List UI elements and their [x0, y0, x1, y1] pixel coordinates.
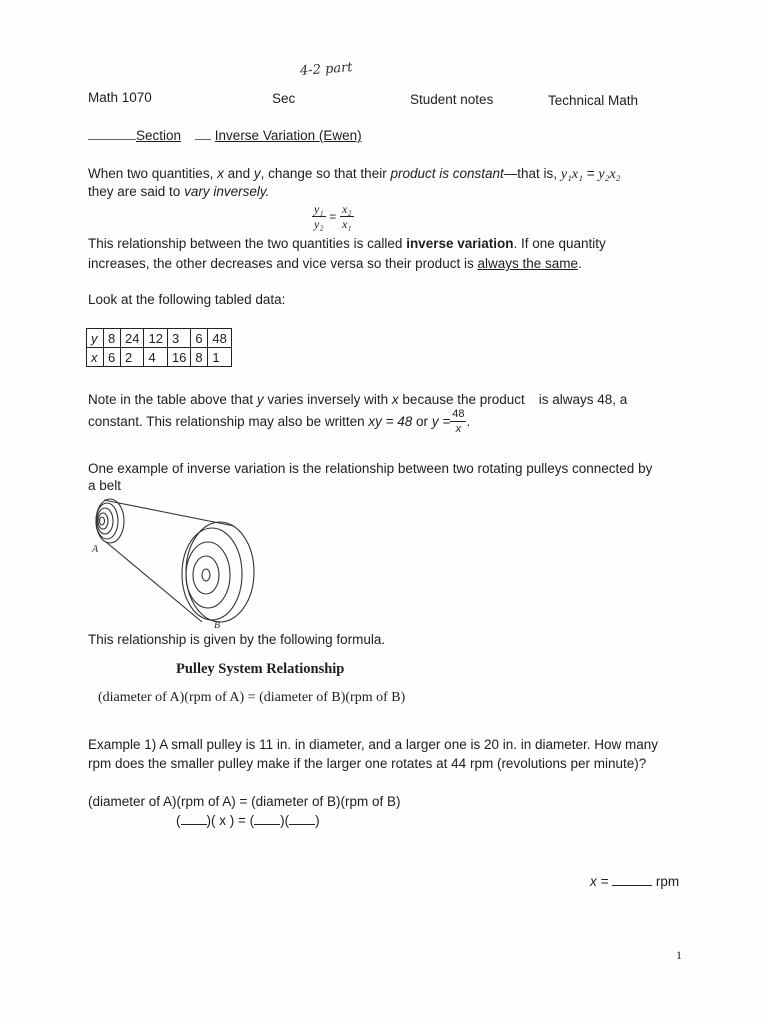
- blank-diameter-b[interactable]: [254, 812, 280, 825]
- equation-equals: =: [582, 166, 599, 181]
- relationship-text: increases, the other decreases and vice versa so their product is: [88, 256, 478, 271]
- formula-title: Pulley System Relationship: [176, 661, 345, 677]
- note-period: .: [466, 414, 471, 429]
- section-line: [88, 127, 362, 143]
- table-cell: 8: [104, 329, 121, 348]
- answer-line: [590, 873, 679, 889]
- ratio-right: [340, 202, 354, 231]
- ratio-numerator: x₂: [342, 202, 352, 216]
- equation-y: y =: [431, 414, 451, 429]
- table-cell: 8: [191, 348, 208, 367]
- answer-prefix: x =: [590, 874, 609, 889]
- table-row: [87, 348, 232, 367]
- intro-line-2: [88, 184, 269, 199]
- ratio-numerator: y₁: [314, 202, 324, 216]
- product-phrase: product is constant: [390, 166, 504, 181]
- note-text: because the product: [398, 392, 525, 407]
- table-cell: 16: [167, 348, 190, 367]
- note-or: or: [412, 414, 432, 429]
- relationship-text: This relationship between the two quantities is called: [88, 236, 407, 251]
- example-line-1: Example 1) A small pulley is 11 in. in diameter, and a larger one is 20 in. in diameter. How many: [88, 737, 659, 752]
- work-equation: [176, 812, 320, 828]
- notes-label: Student notes: [410, 92, 494, 107]
- values-table: [86, 328, 232, 367]
- answer-blank[interactable]: [612, 873, 652, 886]
- note-line-1: [88, 392, 627, 407]
- intro-text: —that is,: [503, 166, 561, 181]
- note-text: is always 48, a: [538, 392, 628, 407]
- table-cell: 6: [104, 348, 121, 367]
- table-cell: 24: [121, 329, 144, 348]
- fraction-numerator: 48: [452, 408, 465, 420]
- ratio-denominator: x₁: [342, 217, 352, 231]
- blank-rpm-b[interactable]: [289, 812, 315, 825]
- pulley-a: [96, 499, 124, 543]
- ratio-equation: [312, 202, 354, 231]
- formula-intro: This relationship is given by the following formula.: [88, 632, 386, 647]
- section-label: Section: [136, 128, 182, 143]
- note-text: varies inversely with: [263, 392, 392, 407]
- intro-text: and: [223, 166, 254, 181]
- ratio-equals: =: [329, 209, 337, 224]
- subject-label: Technical Math: [548, 93, 639, 108]
- fraction-48-over-x: [450, 407, 466, 436]
- term-inverse-variation: inverse variation: [406, 236, 514, 251]
- relationship-line-2: [88, 256, 582, 271]
- work-middle: )( x ) = (: [206, 813, 255, 828]
- title-blank: [195, 127, 211, 140]
- table-row: [87, 329, 232, 348]
- var-y: y: [256, 392, 264, 407]
- var-x: x: [217, 166, 224, 181]
- formula-text: (diameter of A)(rpm of A) = (diameter of B)(rpm of B): [98, 690, 406, 705]
- intro-text: When two quantities,: [88, 166, 218, 181]
- pulley-intro-line-1: One example of inverse variation is the relationship between two rotating pulleys connected by: [88, 461, 653, 476]
- handwritten-note: 4-2 part: [299, 60, 354, 79]
- ratio-denominator: y₂: [314, 217, 324, 231]
- equation-left: y₁x₁: [560, 167, 583, 182]
- equation-xy: xy = 48: [368, 414, 413, 429]
- pulley-label-a: A: [92, 544, 99, 555]
- row-variable: x: [87, 348, 104, 367]
- var-y: y: [253, 166, 261, 181]
- table-cell: 6: [191, 329, 208, 348]
- intro-text: they are said to: [88, 184, 185, 199]
- intro-text: , change so that their: [260, 166, 391, 181]
- note-line-2: [88, 407, 470, 436]
- note-text: Note in the table above that: [88, 392, 257, 407]
- pulley-b: [182, 522, 254, 622]
- ratio-left: [312, 202, 326, 231]
- pulley-label-b: B: [214, 620, 221, 630]
- pulley-diagram: [84, 494, 270, 630]
- section-title: Inverse Variation (Ewen): [214, 128, 362, 143]
- fraction-denominator: x: [455, 423, 462, 435]
- table-cell: 2: [121, 348, 144, 367]
- note-text: constant. This relationship may also be written: [88, 414, 369, 429]
- table-cell: 1: [208, 348, 231, 367]
- section-blank: [88, 127, 136, 140]
- answer-unit: rpm: [655, 874, 680, 889]
- vary-phrase: vary inversely.: [184, 184, 270, 199]
- relationship-text: . If one quantity: [513, 236, 606, 251]
- relationship-line-1: [88, 236, 606, 251]
- blank-diameter-a[interactable]: [181, 812, 207, 825]
- work-formula: (diameter of A)(rpm of A) = (diameter of B)(rpm of B): [88, 794, 401, 809]
- table-cell: 4: [144, 348, 167, 367]
- table-cell: 12: [144, 329, 167, 348]
- table-intro: Look at the following tabled data:: [88, 292, 286, 307]
- relationship-text: .: [578, 256, 582, 271]
- work-paren: (: [176, 813, 181, 828]
- var-x: x: [391, 392, 399, 407]
- table-cell: 3: [167, 329, 190, 348]
- work-paren: ): [315, 813, 320, 828]
- page-number: 1: [676, 948, 682, 962]
- example-line-2: rpm does the smaller pulley make if the larger one rotates at 44 rpm (revolutions per minute)?: [88, 756, 647, 771]
- intro-line-1: [88, 166, 621, 183]
- course-label: Math 1070: [88, 90, 152, 105]
- equation-right: y₂x₂: [598, 167, 621, 182]
- always-the-same: always the same: [477, 256, 578, 271]
- sec-label: Sec: [272, 91, 296, 106]
- work-paren: )(: [280, 813, 290, 828]
- table-cell: 48: [208, 329, 231, 348]
- row-variable: y: [87, 329, 104, 348]
- pulley-intro-line-2: a belt: [88, 478, 122, 493]
